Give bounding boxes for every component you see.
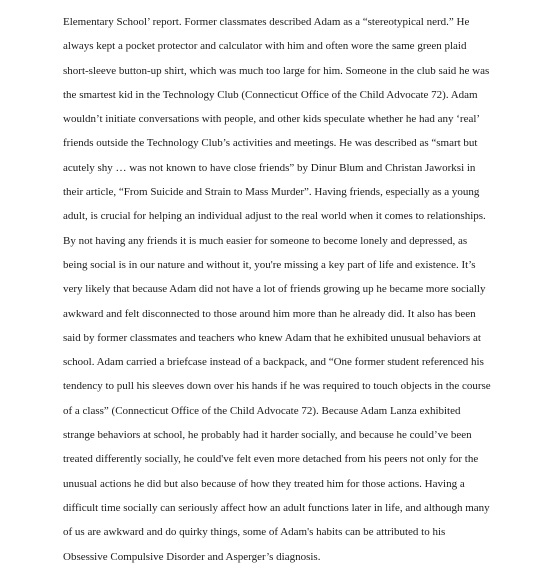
text-line: school. Adam carried a briefcase instead of a backpack, and “One former student referenced his — [63, 356, 484, 369]
text-line: of a class” (Connecticut Office of the Child Advocate 72). Because Adam Lanza exhibited — [63, 404, 461, 417]
text-line: acutely shy … was not known to have close friends” by Dinur Blum and Christan Jaworksi in — [63, 161, 476, 174]
text-line: awkward and felt disconnected to those around him more than he already did. It also has been — [63, 307, 476, 320]
text-line: very likely that because Adam did not have a lot of friends growing up he became more socially — [63, 283, 486, 296]
text-line: unusual actions he did but also because of how they treated him for those actions. Having a — [63, 477, 465, 490]
text-line: Elementary School’ report. Former classmates described Adam as a “stereotypical nerd.” He — [63, 16, 470, 28]
text-line: tendency to pull his sleeves down over his hands if he was required to touch objects in the course — [63, 380, 491, 393]
text-line: the smartest kid in the Technology Club (Connecticut Office of the Child Advocate 72). Adam — [63, 88, 478, 101]
text-line: of us are awkward and do quirky things, some of Adam's habits can be attributed to his — [63, 526, 446, 539]
text-line: their article, “From Suicide and Strain to Mass Murder”. Having friends, especially as a young — [63, 186, 480, 199]
text-line: being social is in our nature and without it, you're missing a key part of life and existence. It’s — [63, 258, 476, 271]
text-line: treated differently socially, he could've felt even more detached from his peers not only for the — [63, 453, 479, 466]
text-line: said by former classmates and teachers who knew Adam that he exhibited unusual behaviors at — [63, 331, 481, 344]
text-line: By not having any friends it is much easier for someone to become lonely and depressed, as — [63, 234, 468, 247]
body-paragraph — [63, 10, 491, 569]
text-line: always kept a pocket protector and calculator with him and often wore the same green plaid — [63, 40, 467, 53]
text-line: Obsessive Compulsive Disorder and Asperger’s diagnosis. — [63, 550, 321, 563]
text-line: adult, is crucial for helping an individual adjust to the real world when it comes to relationships. — [63, 210, 486, 223]
text-line: wouldn’t initiate conversations with people, and other kids speculate whether he had any ‘real’ — [63, 113, 481, 126]
text-line: short-sleeve button-up shirt, which was much too large for him. Someone in the club said he was — [63, 64, 490, 77]
text-line: strange behaviors at school, he probably had it harder socially, and because he could’ve been — [63, 429, 472, 442]
text-line: friends outside the Technology Club’s activities and meetings. He was described as “smart but — [63, 137, 478, 150]
text-line: difficult time socially can seriously affect how an adult functions later in life, and although many — [63, 501, 490, 514]
